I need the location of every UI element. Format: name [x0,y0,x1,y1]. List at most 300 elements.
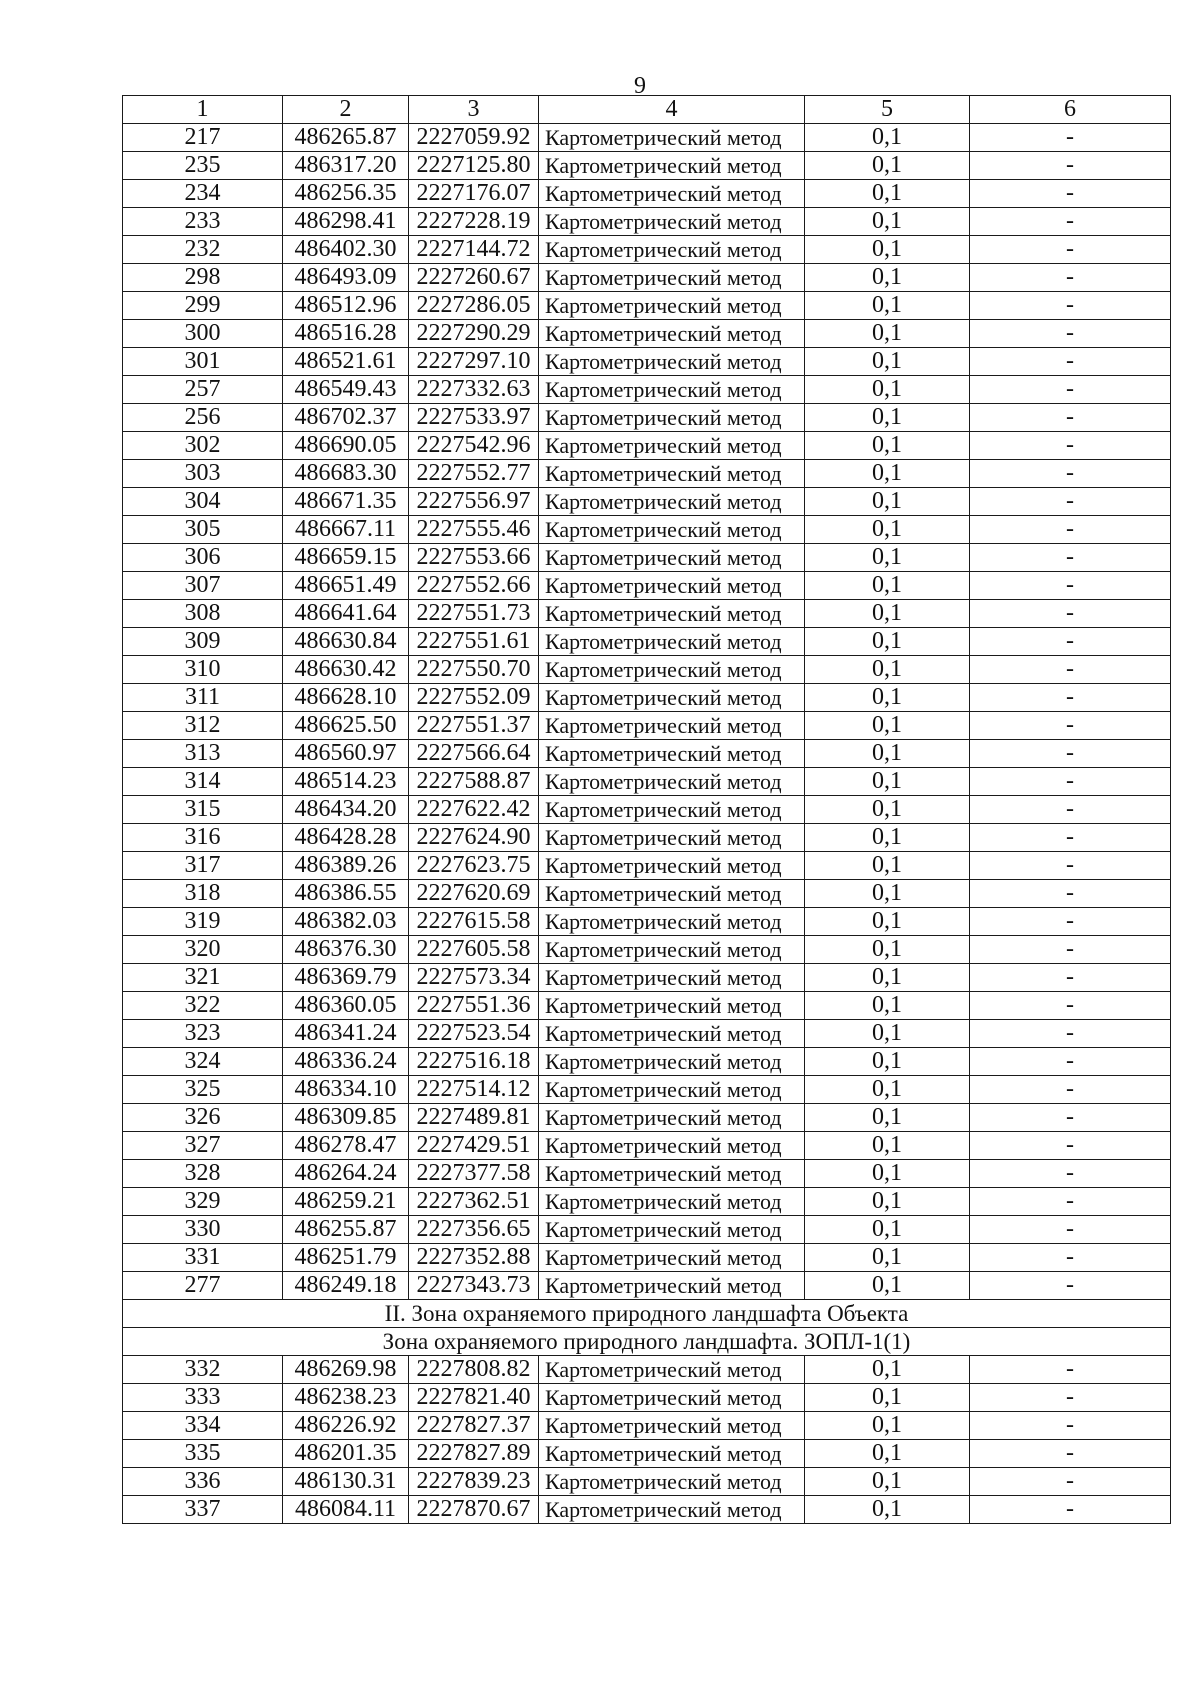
method-cell: Картометрический метод [539,1020,805,1048]
accuracy-cell: 0,1 [805,1244,970,1272]
accuracy-cell: 0,1 [805,1216,970,1244]
table-row [123,1244,1171,1272]
table-row [123,908,1171,936]
method-cell: Картометрический метод [539,152,805,180]
point-number-cell: 337 [123,1496,283,1524]
table-row [123,880,1171,908]
accuracy-cell: 0,1 [805,1356,970,1384]
y-coordinate-cell: 2227615.58 [409,908,539,936]
point-number-cell: 307 [123,572,283,600]
accuracy-cell: 0,1 [805,1188,970,1216]
y-coordinate-cell: 2227808.82 [409,1356,539,1384]
table-row [123,292,1171,320]
point-number-cell: 305 [123,516,283,544]
point-number-cell: 313 [123,740,283,768]
note-cell: - [970,964,1171,992]
point-number-cell: 311 [123,684,283,712]
note-cell: - [970,1440,1171,1468]
note-cell: - [970,544,1171,572]
point-number-cell: 232 [123,236,283,264]
x-coordinate-cell: 486317.20 [283,152,409,180]
table-row [123,404,1171,432]
accuracy-cell: 0,1 [805,936,970,964]
method-cell: Картометрический метод [539,796,805,824]
accuracy-cell: 0,1 [805,572,970,600]
coordinates-table [122,95,1171,1524]
y-coordinate-cell: 2227827.37 [409,1412,539,1440]
point-number-cell: 323 [123,1020,283,1048]
accuracy-cell: 0,1 [805,1384,970,1412]
x-coordinate-cell: 486238.23 [283,1384,409,1412]
point-number-cell: 302 [123,432,283,460]
y-coordinate-cell: 2227332.63 [409,376,539,404]
accuracy-cell: 0,1 [805,852,970,880]
y-coordinate-cell: 2227552.77 [409,460,539,488]
x-coordinate-cell: 486560.97 [283,740,409,768]
method-cell: Картометрический метод [539,292,805,320]
point-number-cell: 298 [123,264,283,292]
table-row [123,124,1171,152]
column-header: 2 [283,96,409,124]
table-row [123,1132,1171,1160]
y-coordinate-cell: 2227588.87 [409,768,539,796]
column-header: 6 [970,96,1171,124]
y-coordinate-cell: 2227605.58 [409,936,539,964]
accuracy-cell: 0,1 [805,348,970,376]
section-title-row [123,1300,1171,1328]
note-cell: - [970,460,1171,488]
accuracy-cell: 0,1 [805,236,970,264]
table-row [123,1468,1171,1496]
x-coordinate-cell: 486690.05 [283,432,409,460]
method-cell: Картометрический метод [539,572,805,600]
x-coordinate-cell: 486521.61 [283,348,409,376]
note-cell: - [970,432,1171,460]
x-coordinate-cell: 486434.20 [283,796,409,824]
note-cell: - [970,600,1171,628]
note-cell: - [970,852,1171,880]
y-coordinate-cell: 2227228.19 [409,208,539,236]
x-coordinate-cell: 486264.24 [283,1160,409,1188]
x-coordinate-cell: 486376.30 [283,936,409,964]
y-coordinate-cell: 2227556.97 [409,488,539,516]
accuracy-cell: 0,1 [805,1076,970,1104]
method-cell: Картометрический метод [539,936,805,964]
point-number-cell: 312 [123,712,283,740]
note-cell: - [970,264,1171,292]
y-coordinate-cell: 2227552.66 [409,572,539,600]
y-coordinate-cell: 2227144.72 [409,236,539,264]
x-coordinate-cell: 486259.21 [283,1188,409,1216]
method-cell: Картометрический метод [539,1440,805,1468]
accuracy-cell: 0,1 [805,516,970,544]
accuracy-cell: 0,1 [805,1132,970,1160]
method-cell: Картометрический метод [539,348,805,376]
y-coordinate-cell: 2227542.96 [409,432,539,460]
point-number-cell: 330 [123,1216,283,1244]
note-cell: - [970,768,1171,796]
accuracy-cell: 0,1 [805,488,970,516]
x-coordinate-cell: 486389.26 [283,852,409,880]
x-coordinate-cell: 486309.85 [283,1104,409,1132]
method-cell: Картометрический метод [539,1356,805,1384]
note-cell: - [970,1356,1171,1384]
subsection-title-row [123,1328,1171,1356]
method-cell: Картометрический метод [539,964,805,992]
table-row [123,1188,1171,1216]
table-row [123,964,1171,992]
method-cell: Картометрический метод [539,460,805,488]
accuracy-cell: 0,1 [805,992,970,1020]
table-row [123,656,1171,684]
table-row [123,516,1171,544]
point-number-cell: 304 [123,488,283,516]
accuracy-cell: 0,1 [805,460,970,488]
point-number-cell: 308 [123,600,283,628]
y-coordinate-cell: 2227620.69 [409,880,539,908]
method-cell: Картометрический метод [539,600,805,628]
method-cell: Картометрический метод [539,628,805,656]
method-cell: Картометрический метод [539,1496,805,1524]
note-cell: - [970,1076,1171,1104]
method-cell: Картометрический метод [539,1104,805,1132]
note-cell: - [970,1468,1171,1496]
table-row [123,488,1171,516]
x-coordinate-cell: 486360.05 [283,992,409,1020]
x-coordinate-cell: 486256.35 [283,180,409,208]
table-row [123,320,1171,348]
x-coordinate-cell: 486549.43 [283,376,409,404]
y-coordinate-cell: 2227514.12 [409,1076,539,1104]
method-cell: Картометрический метод [539,1160,805,1188]
method-cell: Картометрический метод [539,180,805,208]
method-cell: Картометрический метод [539,1048,805,1076]
note-cell: - [970,1104,1171,1132]
x-coordinate-cell: 486334.10 [283,1076,409,1104]
point-number-cell: 317 [123,852,283,880]
table-row [123,1384,1171,1412]
accuracy-cell: 0,1 [805,600,970,628]
column-header: 5 [805,96,970,124]
table-row [123,376,1171,404]
accuracy-cell: 0,1 [805,376,970,404]
y-coordinate-cell: 2227870.67 [409,1496,539,1524]
point-number-cell: 329 [123,1188,283,1216]
accuracy-cell: 0,1 [805,796,970,824]
point-number-cell: 301 [123,348,283,376]
x-coordinate-cell: 486251.79 [283,1244,409,1272]
y-coordinate-cell: 2227286.05 [409,292,539,320]
point-number-cell: 234 [123,180,283,208]
method-cell: Картометрический метод [539,544,805,572]
x-coordinate-cell: 486630.84 [283,628,409,656]
table-row [123,1272,1171,1300]
page-number: 9 [634,73,646,99]
accuracy-cell: 0,1 [805,1160,970,1188]
x-coordinate-cell: 486625.50 [283,712,409,740]
method-cell: Картометрический метод [539,1272,805,1300]
note-cell: - [970,908,1171,936]
method-cell: Картометрический метод [539,124,805,152]
table-row [123,152,1171,180]
table-row [123,1076,1171,1104]
table-row [123,348,1171,376]
x-coordinate-cell: 486641.64 [283,600,409,628]
column-header: 1 [123,96,283,124]
method-cell: Картометрический метод [539,1188,805,1216]
note-cell: - [970,1132,1171,1160]
accuracy-cell: 0,1 [805,1048,970,1076]
table-row [123,600,1171,628]
accuracy-cell: 0,1 [805,264,970,292]
point-number-cell: 318 [123,880,283,908]
method-cell: Картометрический метод [539,488,805,516]
y-coordinate-cell: 2227290.29 [409,320,539,348]
y-coordinate-cell: 2227553.66 [409,544,539,572]
point-number-cell: 233 [123,208,283,236]
table-row [123,684,1171,712]
note-cell: - [970,1496,1171,1524]
note-cell: - [970,572,1171,600]
note-cell: - [970,404,1171,432]
note-cell: - [970,796,1171,824]
note-cell: - [970,152,1171,180]
accuracy-cell: 0,1 [805,124,970,152]
y-coordinate-cell: 2227489.81 [409,1104,539,1132]
y-coordinate-cell: 2227552.09 [409,684,539,712]
point-number-cell: 314 [123,768,283,796]
method-cell: Картометрический метод [539,1216,805,1244]
point-number-cell: 335 [123,1440,283,1468]
x-coordinate-cell: 486336.24 [283,1048,409,1076]
accuracy-cell: 0,1 [805,1496,970,1524]
point-number-cell: 333 [123,1384,283,1412]
point-number-cell: 320 [123,936,283,964]
x-coordinate-cell: 486369.79 [283,964,409,992]
y-coordinate-cell: 2227550.70 [409,656,539,684]
y-coordinate-cell: 2227623.75 [409,852,539,880]
method-cell: Картометрический метод [539,1412,805,1440]
y-coordinate-cell: 2227059.92 [409,124,539,152]
accuracy-cell: 0,1 [805,740,970,768]
y-coordinate-cell: 2227343.73 [409,1272,539,1300]
point-number-cell: 322 [123,992,283,1020]
method-cell: Картометрический метод [539,852,805,880]
note-cell: - [970,740,1171,768]
y-coordinate-cell: 2227523.54 [409,1020,539,1048]
subsection-title: Зона охраняемого природного ландшафта. ЗОПЛ-1(1) [123,1328,1171,1356]
note-cell: - [970,1188,1171,1216]
y-coordinate-cell: 2227377.58 [409,1160,539,1188]
point-number-cell: 235 [123,152,283,180]
table-row [123,992,1171,1020]
x-coordinate-cell: 486298.41 [283,208,409,236]
point-number-cell: 300 [123,320,283,348]
note-cell: - [970,1412,1171,1440]
note-cell: - [970,1244,1171,1272]
method-cell: Картометрический метод [539,684,805,712]
point-number-cell: 303 [123,460,283,488]
table-row [123,208,1171,236]
point-number-cell: 315 [123,796,283,824]
x-coordinate-cell: 486341.24 [283,1020,409,1048]
point-number-cell: 306 [123,544,283,572]
y-coordinate-cell: 2227125.80 [409,152,539,180]
accuracy-cell: 0,1 [805,1020,970,1048]
y-coordinate-cell: 2227555.46 [409,516,539,544]
point-number-cell: 332 [123,1356,283,1384]
method-cell: Картометрический метод [539,768,805,796]
note-cell: - [970,656,1171,684]
accuracy-cell: 0,1 [805,880,970,908]
method-cell: Картометрический метод [539,1132,805,1160]
y-coordinate-cell: 2227551.61 [409,628,539,656]
x-coordinate-cell: 486402.30 [283,236,409,264]
point-number-cell: 324 [123,1048,283,1076]
table-row [123,460,1171,488]
accuracy-cell: 0,1 [805,712,970,740]
x-coordinate-cell: 486671.35 [283,488,409,516]
table-header-row [123,96,1171,124]
accuracy-cell: 0,1 [805,292,970,320]
point-number-cell: 321 [123,964,283,992]
y-coordinate-cell: 2227176.07 [409,180,539,208]
point-number-cell: 257 [123,376,283,404]
note-cell: - [970,936,1171,964]
accuracy-cell: 0,1 [805,964,970,992]
note-cell: - [970,1272,1171,1300]
note-cell: - [970,824,1171,852]
table-row [123,936,1171,964]
note-cell: - [970,1020,1171,1048]
table-row [123,1048,1171,1076]
x-coordinate-cell: 486226.92 [283,1412,409,1440]
note-cell: - [970,684,1171,712]
accuracy-cell: 0,1 [805,1412,970,1440]
method-cell: Картометрический метод [539,1384,805,1412]
y-coordinate-cell: 2227622.42 [409,796,539,824]
y-coordinate-cell: 2227516.18 [409,1048,539,1076]
x-coordinate-cell: 486278.47 [283,1132,409,1160]
y-coordinate-cell: 2227551.37 [409,712,539,740]
column-header: 3 [409,96,539,124]
accuracy-cell: 0,1 [805,544,970,572]
x-coordinate-cell: 486651.49 [283,572,409,600]
accuracy-cell: 0,1 [805,1272,970,1300]
table-row [123,544,1171,572]
note-cell: - [970,1048,1171,1076]
y-coordinate-cell: 2227352.88 [409,1244,539,1272]
note-cell: - [970,628,1171,656]
method-cell: Картометрический метод [539,432,805,460]
table-row [123,1440,1171,1468]
y-coordinate-cell: 2227362.51 [409,1188,539,1216]
x-coordinate-cell: 486249.18 [283,1272,409,1300]
note-cell: - [970,320,1171,348]
method-cell: Картометрический метод [539,1244,805,1272]
y-coordinate-cell: 2227551.36 [409,992,539,1020]
x-coordinate-cell: 486512.96 [283,292,409,320]
point-number-cell: 331 [123,1244,283,1272]
point-number-cell: 299 [123,292,283,320]
table-row [123,1160,1171,1188]
x-coordinate-cell: 486659.15 [283,544,409,572]
y-coordinate-cell: 2227356.65 [409,1216,539,1244]
note-cell: - [970,712,1171,740]
accuracy-cell: 0,1 [805,180,970,208]
accuracy-cell: 0,1 [805,404,970,432]
note-cell: - [970,180,1171,208]
accuracy-cell: 0,1 [805,684,970,712]
table-row [123,712,1171,740]
x-coordinate-cell: 486493.09 [283,264,409,292]
table-row [123,1020,1171,1048]
x-coordinate-cell: 486516.28 [283,320,409,348]
method-cell: Картометрический метод [539,264,805,292]
y-coordinate-cell: 2227839.23 [409,1468,539,1496]
table-row [123,1104,1171,1132]
accuracy-cell: 0,1 [805,628,970,656]
point-number-cell: 277 [123,1272,283,1300]
note-cell: - [970,1216,1171,1244]
accuracy-cell: 0,1 [805,1104,970,1132]
method-cell: Картометрический метод [539,992,805,1020]
x-coordinate-cell: 486683.30 [283,460,409,488]
x-coordinate-cell: 486386.55 [283,880,409,908]
y-coordinate-cell: 2227297.10 [409,348,539,376]
accuracy-cell: 0,1 [805,208,970,236]
point-number-cell: 310 [123,656,283,684]
table-row [123,768,1171,796]
x-coordinate-cell: 486201.35 [283,1440,409,1468]
accuracy-cell: 0,1 [805,432,970,460]
x-coordinate-cell: 486628.10 [283,684,409,712]
note-cell: - [970,992,1171,1020]
point-number-cell: 327 [123,1132,283,1160]
method-cell: Картометрический метод [539,404,805,432]
table-row [123,796,1171,824]
x-coordinate-cell: 486667.11 [283,516,409,544]
x-coordinate-cell: 486265.87 [283,124,409,152]
accuracy-cell: 0,1 [805,656,970,684]
point-number-cell: 319 [123,908,283,936]
y-coordinate-cell: 2227533.97 [409,404,539,432]
accuracy-cell: 0,1 [805,824,970,852]
method-cell: Картометрический метод [539,824,805,852]
table-row [123,1356,1171,1384]
method-cell: Картометрический метод [539,740,805,768]
point-number-cell: 309 [123,628,283,656]
accuracy-cell: 0,1 [805,320,970,348]
accuracy-cell: 0,1 [805,1440,970,1468]
note-cell: - [970,1384,1171,1412]
x-coordinate-cell: 486130.31 [283,1468,409,1496]
y-coordinate-cell: 2227429.51 [409,1132,539,1160]
note-cell: - [970,208,1171,236]
table-row [123,264,1171,292]
accuracy-cell: 0,1 [805,908,970,936]
point-number-cell: 256 [123,404,283,432]
method-cell: Картометрический метод [539,516,805,544]
table-row [123,628,1171,656]
table-row [123,572,1171,600]
note-cell: - [970,348,1171,376]
point-number-cell: 328 [123,1160,283,1188]
table-row [123,1496,1171,1524]
point-number-cell: 326 [123,1104,283,1132]
point-number-cell: 217 [123,124,283,152]
method-cell: Картометрический метод [539,712,805,740]
